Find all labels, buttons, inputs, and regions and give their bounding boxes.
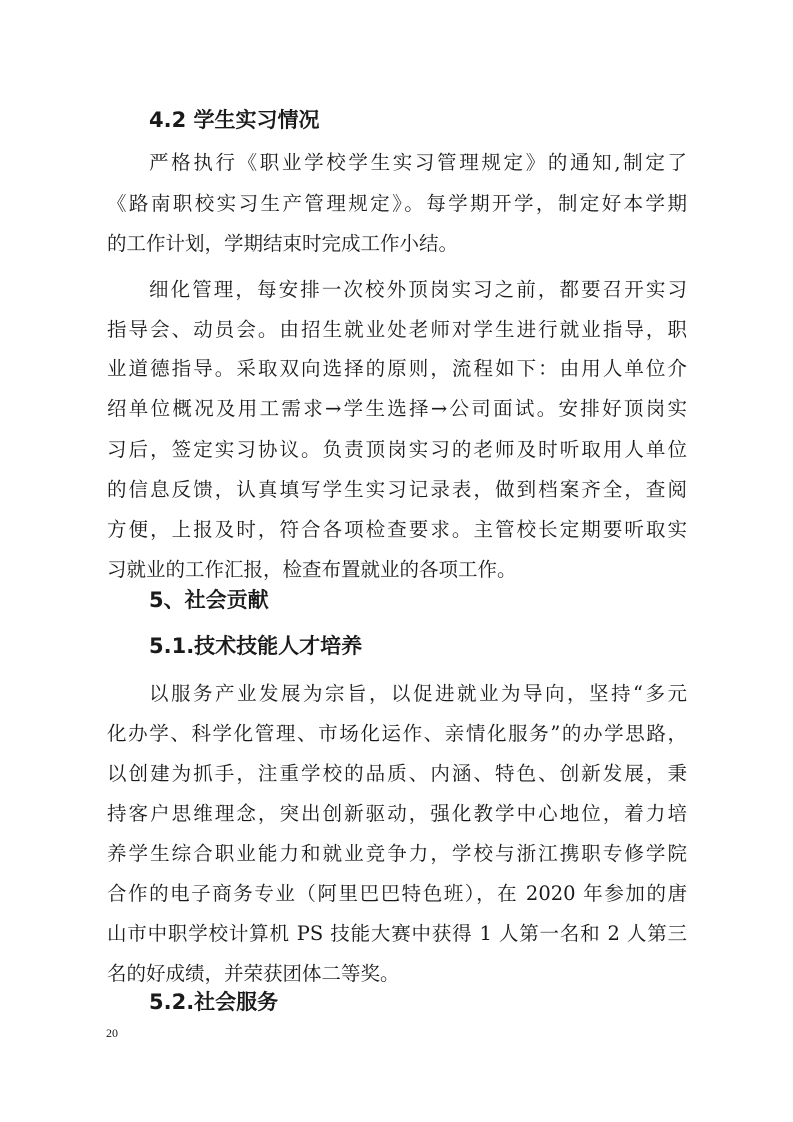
text-line: 合作的电子商务专业（阿里巴巴特色班），在 2020 年参加的唐 — [107, 882, 687, 905]
text-line: 养学生综合职业能力和就业竞争力，学校与浙江携职专修学院 — [107, 842, 687, 865]
text-line: 化办学、科学化管理、市场化运作、亲情化服务”的办学思路， — [107, 722, 687, 745]
section-heading-4-2: 4.2 学生实习情况 — [149, 108, 320, 132]
text-line: 严格执行《职业学校学生实习管理规定》的通知,制定了 — [149, 151, 687, 174]
text-line: 山市中职学校计算机 PS 技能大赛中获得 1 人第一名和 2 人第三 — [107, 922, 687, 945]
text-line: 细化管理，每安排一次校外顶岗实习之前，都要召开实习 — [149, 278, 687, 301]
text-line: 业道德指导。采取双向选择的原则，流程如下：由用人单位介 — [107, 357, 687, 380]
text-line: 的信息反馈，认真填写学生实习记录表，做到档案齐全，查阅 — [107, 478, 687, 501]
text-line: 绍单位概况及用工需求→学生选择→公司面试。安排好顶岗实 — [107, 397, 687, 420]
text-line: 方便，上报及时，符合各项检查要求。主管校长定期要听取实 — [107, 518, 687, 541]
section-heading-5-2: 5.2.社会服务 — [149, 990, 279, 1014]
text-line: 习后，签定实习协议。负责顶岗实习的老师及时听取用人单位 — [107, 438, 687, 461]
text-line: 持客户思维理念，突出创新驱动，强化教学中心地位，着力培 — [107, 802, 687, 825]
text-line: 指导会、动员会。由招生就业处老师对学生进行就业指导，职 — [107, 318, 687, 341]
text-line: 名的好成绩，并荣获团体二等奖。 — [107, 962, 400, 985]
page-number: 20 — [106, 1026, 118, 1040]
section-heading-5: 5、社会贡献 — [149, 588, 269, 612]
text-line: 《路南职校实习生产管理规定》。每学期开学，制定好本学期 — [107, 192, 687, 215]
text-line: 以服务产业发展为宗旨，以促进就业为导向，坚持“多元 — [149, 682, 687, 705]
text-line: 的工作计划，学期结束时完成工作小结。 — [107, 232, 459, 255]
text-line: 习就业的工作汇报，检查布置就业的各项工作。 — [107, 558, 517, 581]
text-line: 以创建为抓手，注重学校的品质、内涵、特色、创新发展，秉 — [107, 762, 687, 785]
section-heading-5-1: 5.1.技术技能人才培养 — [149, 634, 363, 658]
